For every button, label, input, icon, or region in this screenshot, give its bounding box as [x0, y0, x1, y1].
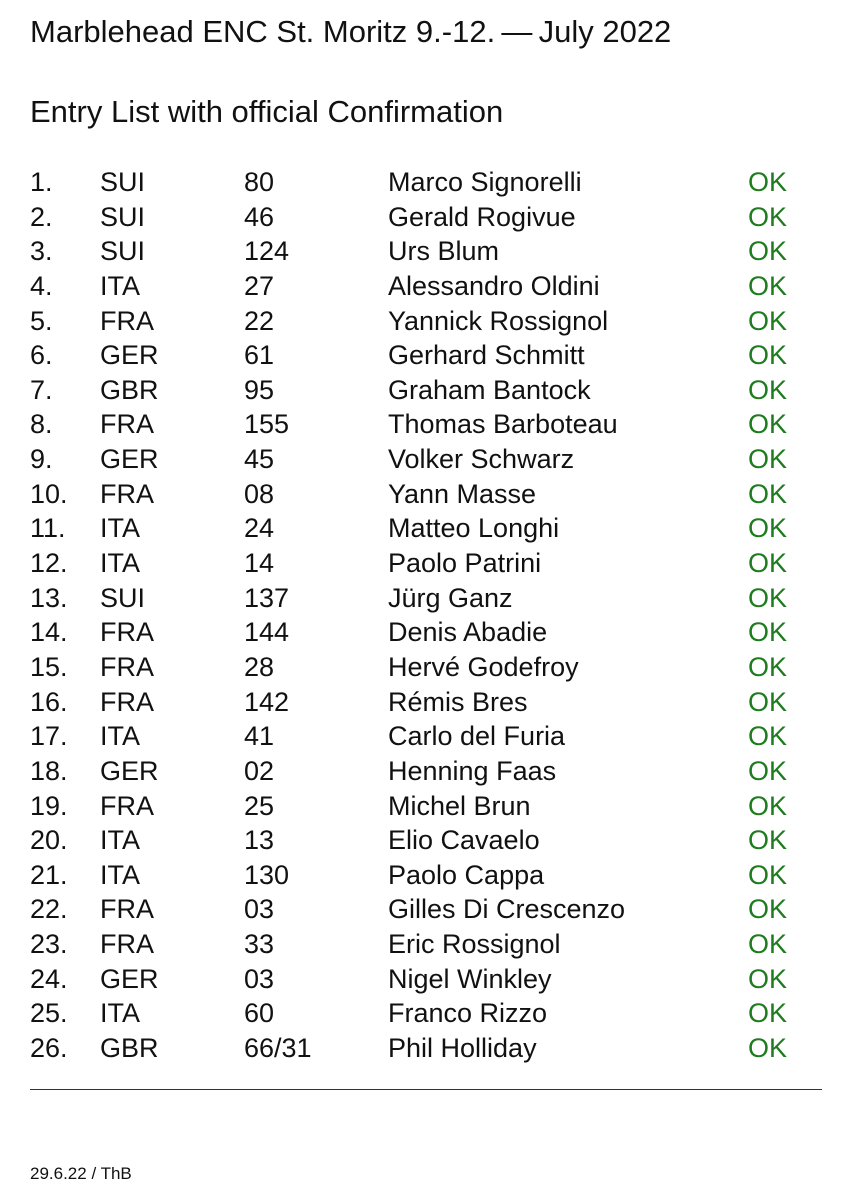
- entry-row: [30, 650, 820, 685]
- entry-row: [30, 442, 820, 477]
- entry-nation: ITA: [100, 270, 140, 301]
- entry-status: OK: [748, 478, 788, 509]
- entry-sail-number: 08: [244, 478, 275, 509]
- entry-row: [30, 927, 820, 962]
- entry-status: OK: [748, 963, 788, 994]
- entry-number: 8.: [30, 409, 53, 440]
- entry-skipper-name: Jürg Ganz: [388, 582, 513, 613]
- entry-number: 13.: [30, 582, 68, 613]
- entry-nation: GER: [100, 755, 159, 786]
- entry-list: [30, 165, 820, 1066]
- entry-status: OK: [748, 201, 788, 232]
- entry-number: 11.: [30, 513, 66, 544]
- entry-row: [30, 338, 820, 373]
- entry-row: [30, 407, 820, 442]
- entry-status: OK: [748, 617, 788, 648]
- entry-nation: SUI: [100, 201, 146, 232]
- entry-skipper-name: Elio Cavaelo: [388, 825, 540, 856]
- entry-status: OK: [748, 929, 788, 960]
- entry-status: OK: [748, 859, 788, 890]
- entry-sail-number: 46: [244, 201, 275, 232]
- entry-skipper-name: Eric Rossignol: [388, 929, 561, 960]
- entry-number: 14.: [30, 617, 68, 648]
- entry-skipper-name: Hervé Godefroy: [388, 651, 579, 682]
- entry-number: 25.: [30, 998, 68, 1029]
- entry-status: OK: [748, 409, 788, 440]
- document-title: Marblehead ENC St. Moritz 9.-12. — July 2022: [30, 14, 672, 49]
- entry-nation: ITA: [100, 721, 140, 752]
- entry-status: OK: [748, 894, 788, 925]
- entry-number: 23.: [30, 929, 68, 960]
- entry-sail-number: 14: [244, 548, 275, 579]
- entry-sail-number: 24: [244, 513, 275, 544]
- entry-row: [30, 165, 820, 200]
- entry-sail-number: 25: [244, 790, 275, 821]
- entry-sail-number: 27: [244, 270, 275, 301]
- entry-number: 1.: [30, 167, 53, 197]
- entry-row: [30, 685, 820, 720]
- entry-nation: FRA: [100, 409, 154, 440]
- entry-skipper-name: Yann Masse: [388, 478, 537, 509]
- entry-row: [30, 754, 820, 789]
- entry-skipper-name: Denis Abadie: [388, 617, 548, 648]
- entry-skipper-name: Franco Rizzo: [388, 998, 548, 1029]
- entry-status: OK: [748, 998, 788, 1029]
- entry-sail-number: 33: [244, 929, 275, 960]
- entry-row: [30, 789, 820, 824]
- entry-row: [30, 269, 820, 304]
- entry-skipper-name: Alessandro Oldini: [388, 270, 600, 301]
- entry-sail-number: 66/31: [244, 1033, 312, 1064]
- entry-number: 3.: [30, 236, 53, 267]
- entry-number: 2.: [30, 201, 53, 232]
- entry-status: OK: [748, 270, 788, 301]
- entry-nation: FRA: [100, 894, 154, 925]
- entry-nation: ITA: [100, 859, 140, 890]
- entry-skipper-name: Michel Brun: [388, 790, 531, 821]
- entry-nation: FRA: [100, 651, 154, 682]
- entry-nation: SUI: [100, 167, 146, 197]
- entry-sail-number: 130: [244, 859, 290, 890]
- entry-status: OK: [748, 340, 788, 371]
- entry-sail-number: 28: [244, 651, 275, 682]
- entry-status: OK: [748, 167, 788, 197]
- entry-number: 24.: [30, 963, 68, 994]
- entry-skipper-name: Urs Blum: [388, 236, 500, 267]
- entry-sail-number: 80: [244, 167, 275, 197]
- entry-skipper-name: Rémis Bres: [388, 686, 528, 717]
- entry-skipper-name: Matteo Longhi: [388, 513, 560, 544]
- entry-nation: ITA: [100, 998, 140, 1029]
- footer-note: 29.6.22 / ThB: [30, 1164, 132, 1183]
- entry-nation: GER: [100, 963, 159, 994]
- entry-nation: ITA: [100, 825, 140, 856]
- entry-nation: GBR: [100, 374, 159, 405]
- entry-number: 12.: [30, 548, 68, 579]
- entry-number: 4.: [30, 270, 53, 301]
- entry-number: 10.: [30, 478, 68, 509]
- entry-status: OK: [748, 374, 788, 405]
- entry-number: 21.: [30, 859, 68, 890]
- entry-skipper-name: Gerhard Schmitt: [388, 340, 585, 371]
- entry-sail-number: 95: [244, 374, 275, 405]
- entry-status: OK: [748, 755, 788, 786]
- entry-skipper-name: Yannick Rossignol: [388, 305, 609, 336]
- entry-status: OK: [748, 686, 788, 717]
- entry-nation: FRA: [100, 929, 154, 960]
- entry-sail-number: 13: [244, 825, 275, 856]
- entry-nation: FRA: [100, 617, 154, 648]
- entry-number: 7.: [30, 374, 53, 405]
- entry-nation: FRA: [100, 478, 154, 509]
- entry-number: 22.: [30, 894, 68, 925]
- entry-status: OK: [748, 721, 788, 752]
- entry-number: 19.: [30, 790, 68, 821]
- entry-row: [30, 1031, 820, 1066]
- entry-row: [30, 581, 820, 616]
- entry-row: [30, 823, 820, 858]
- entry-row: [30, 719, 820, 754]
- entry-status: OK: [748, 651, 788, 682]
- entry-number: 15.: [30, 651, 68, 682]
- entry-row: [30, 511, 820, 546]
- entry-row: [30, 200, 820, 235]
- entry-status: OK: [748, 444, 788, 475]
- entry-skipper-name: Carlo del Furia: [388, 721, 566, 752]
- entry-status: OK: [748, 236, 788, 267]
- entry-skipper-name: Phil Holliday: [388, 1033, 537, 1064]
- divider: [30, 1089, 822, 1090]
- entry-skipper-name: Graham Bantock: [388, 374, 591, 405]
- entry-row: [30, 858, 820, 893]
- entry-skipper-name: Volker Schwarz: [388, 444, 575, 475]
- entry-sail-number: 124: [244, 236, 290, 267]
- entry-row: [30, 996, 820, 1031]
- entry-sail-number: 60: [244, 998, 275, 1029]
- document-subtitle: Entry List with official Confirmation: [30, 94, 504, 129]
- entry-status: OK: [748, 825, 788, 856]
- entry-nation: SUI: [100, 582, 146, 613]
- entry-sail-number: 137: [244, 582, 290, 613]
- entry-nation: GBR: [100, 1033, 159, 1064]
- entry-row: [30, 615, 820, 650]
- entry-status: OK: [748, 790, 788, 821]
- entry-nation: SUI: [100, 236, 146, 267]
- entry-sail-number: 144: [244, 617, 290, 648]
- entry-skipper-name: Paolo Cappa: [388, 859, 545, 890]
- entry-sail-number: 61: [244, 340, 275, 371]
- entry-row: [30, 892, 820, 927]
- entry-number: 5.: [30, 305, 53, 336]
- entry-sail-number: 02: [244, 755, 275, 786]
- entry-skipper-name: Marco Signorelli: [388, 167, 582, 197]
- entry-skipper-name: Gerald Rogivue: [388, 201, 576, 232]
- entry-sail-number: 142: [244, 686, 290, 717]
- entry-nation: GER: [100, 444, 159, 475]
- entry-skipper-name: Nigel Winkley: [388, 963, 552, 994]
- entry-sail-number: 155: [244, 409, 290, 440]
- entry-nation: FRA: [100, 686, 154, 717]
- entry-nation: ITA: [100, 513, 140, 544]
- entry-number: 17.: [30, 721, 68, 752]
- entry-status: OK: [748, 513, 788, 544]
- entry-status: OK: [748, 582, 788, 613]
- entry-number: 20.: [30, 825, 68, 856]
- entry-skipper-name: Paolo Patrini: [388, 548, 542, 579]
- entry-number: 6.: [30, 340, 53, 371]
- entry-nation: GER: [100, 340, 159, 371]
- entry-skipper-name: Henning Faas: [388, 755, 557, 786]
- entry-row: [30, 373, 820, 408]
- entry-status: OK: [748, 305, 788, 336]
- entry-sail-number: 45: [244, 444, 275, 475]
- entry-row: [30, 304, 820, 339]
- entry-number: 9.: [30, 444, 53, 475]
- entry-skipper-name: Thomas Barboteau: [388, 409, 618, 440]
- entry-sail-number: 03: [244, 894, 275, 925]
- entry-number: 26.: [30, 1033, 68, 1064]
- entry-number: 18.: [30, 755, 68, 786]
- entry-number: 16.: [30, 686, 68, 717]
- entry-nation: ITA: [100, 548, 140, 579]
- entry-nation: FRA: [100, 305, 154, 336]
- entry-sail-number: 03: [244, 963, 275, 994]
- entry-nation: FRA: [100, 790, 154, 821]
- entry-row: [30, 962, 820, 997]
- entry-row: [30, 546, 820, 581]
- entry-skipper-name: Gilles Di Crescenzo: [388, 894, 626, 925]
- entry-status: OK: [748, 1033, 788, 1064]
- entry-row: [30, 234, 820, 269]
- entry-sail-number: 22: [244, 305, 275, 336]
- entry-sail-number: 41: [244, 721, 275, 752]
- entry-status: OK: [748, 548, 788, 579]
- entry-row: [30, 477, 820, 512]
